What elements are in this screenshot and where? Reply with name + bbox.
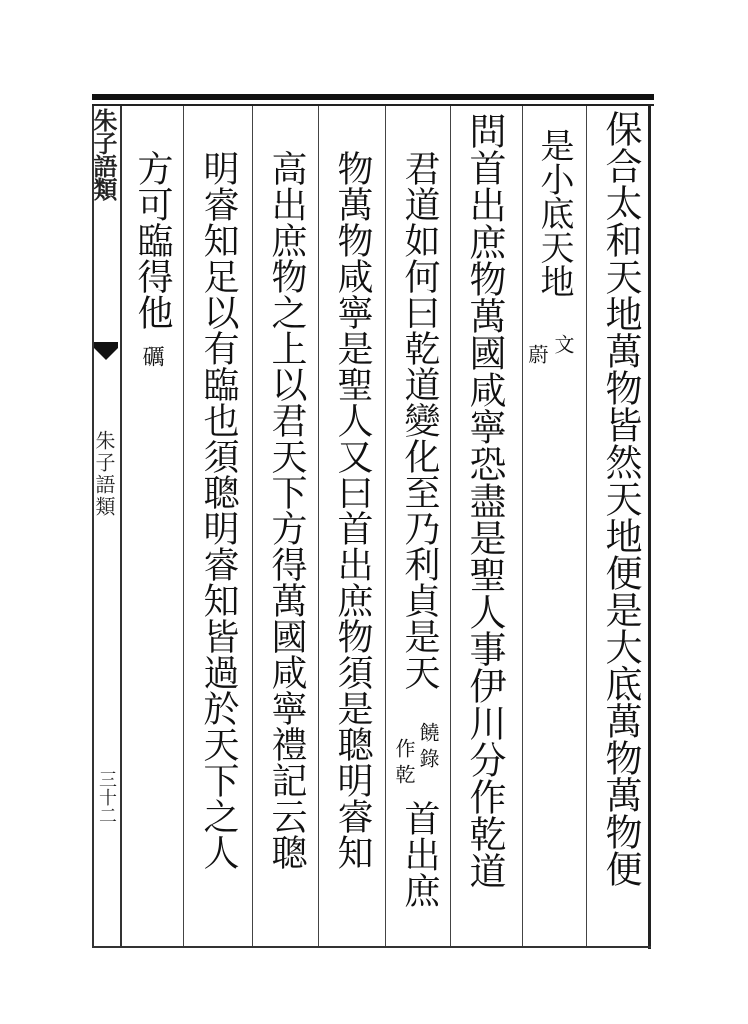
column-rule xyxy=(522,106,523,946)
margin-header: 朱子語類 xyxy=(89,108,118,200)
annotation-note: 饒錄 xyxy=(416,722,440,774)
column-rule xyxy=(252,106,253,946)
text-column-7: 明睿知足以有臨也須聰明睿知皆過於天下之人 xyxy=(198,150,239,870)
column-rule xyxy=(183,106,184,946)
text-column-2: 是小底天地 xyxy=(534,128,574,298)
annotation-note: 礪 xyxy=(139,345,164,373)
text-column-4-continued: 首出庶 xyxy=(399,800,440,908)
text-column-1: 保合太和天地萬物皆然天地便是大底萬物萬物便 xyxy=(599,110,642,887)
text-column-5: 物萬物咸寧是聖人又曰首出庶物須是聰明睿知 xyxy=(332,150,373,870)
bottom-border xyxy=(92,946,651,948)
right-border xyxy=(648,104,651,949)
column-rule xyxy=(385,106,386,946)
annotation-note: 作乾 xyxy=(392,738,416,790)
column-rule xyxy=(586,106,587,946)
top-border-thin xyxy=(92,104,654,106)
column-rule xyxy=(450,106,451,946)
text-column-6: 高出庶物之上以君天下方得萬國咸寧禮記云聰 xyxy=(266,150,307,870)
text-column-4: 君道如何曰乾道變化至乃利貞是天 xyxy=(399,150,440,690)
annotation-note: 文 xyxy=(551,334,575,360)
margin-book-title: 朱子語類 xyxy=(92,430,116,518)
text-column-3: 問首出庶物萬國咸寧恐盡是聖人事伊川分作乾道 xyxy=(463,112,506,889)
annotation-note: 蔚 xyxy=(525,344,549,370)
fishtail-mark-icon xyxy=(92,340,120,362)
top-border-thick xyxy=(92,94,654,100)
margin-page-number: 三十二 xyxy=(96,770,117,824)
text-column-8: 方可臨得他 xyxy=(132,150,173,330)
column-rule xyxy=(318,106,319,946)
